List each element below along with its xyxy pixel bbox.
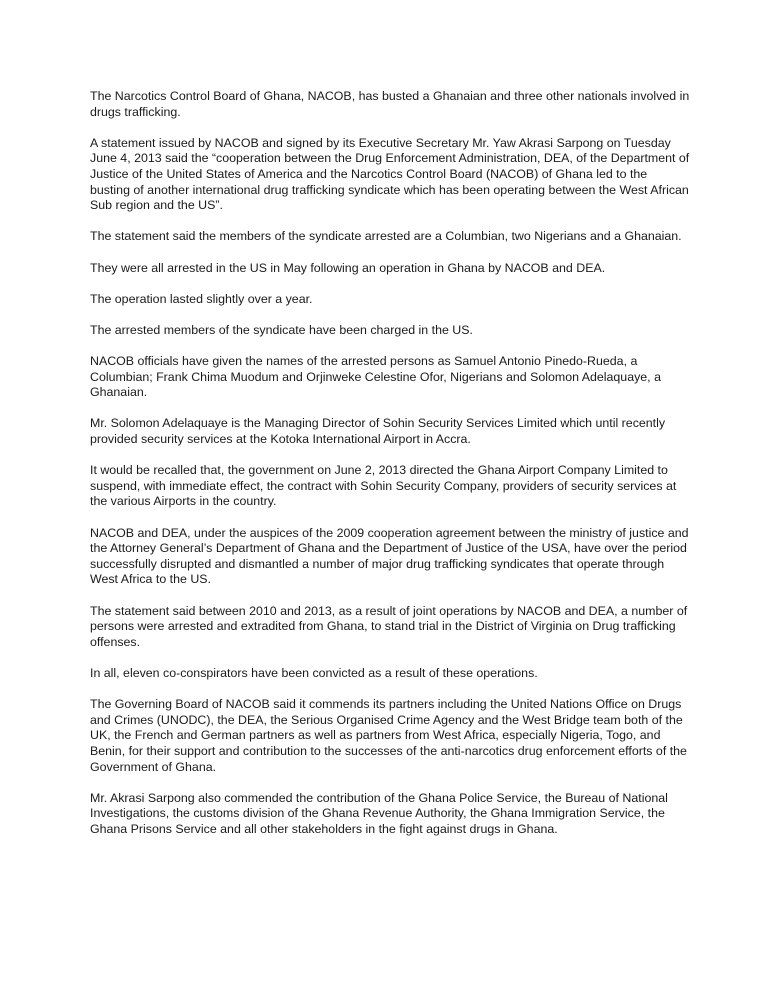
paragraph-14: Mr. Akrasi Sarpong also commended the contribution of the Ghana Police Service, the Bureau of National Investigations, the customs division of the Ghana Revenue Authority, the Ghana Immigration Service, the Ghana Prisons Service and all other stakeholders in the fight against drugs in Ghana. (90, 790, 668, 836)
paragraph-10: NACOB and DEA, under the auspices of the 2009 cooperation agreement between the ministry of justice and the Attorney General’s Department of Ghana and the Department of Justice of the USA, have over the period successfully disrupted and dismantled a number of major drug trafficking syndicates that operate through West Africa to the US. (90, 525, 689, 587)
article-body (90, 89, 690, 853)
paragraph-4: They were all arrested in the US in May following an operation in Ghana by NACOB and DEA. (90, 260, 606, 275)
paragraph-3: The statement said the members of the syndicate arrested are a Columbian, two Nigerians and a Ghanaian. (90, 229, 682, 244)
paragraph-2: A statement issued by NACOB and signed by its Executive Secretary Mr. Yaw Akrasi Sarpong on Tuesday June 4, 2013 said the “cooperation between the Drug Enforcement Administration, DEA, of the Department of Justice of the United States of America and the Narcotics Control Board (NACOB) of Ghana led to the busting of another international drug trafficking syndicate which has been operating between the West African Sub region and the US”. (90, 135, 690, 213)
paragraph-11: The statement said between 2010 and 2013, as a result of joint operations by NACOB and DEA, a number of persons were arrested and extradited from Ghana, to stand trial in the District of Virginia on Drug trafficking offenses. (90, 603, 688, 649)
paragraph-5: The operation lasted slightly over a year. (90, 291, 313, 306)
paragraph-13: The Governing Board of NACOB said it commends its partners including the United Nations Office on Drugs and Crimes (UNODC), the DEA, the Serious Organised Crime Agency and the West Bridge team both of the UK, the French and German partners as well as partners from West Africa, especially Nigeria, Togo, and Benin, for their support and contribution to the successes of the anti-narcotics drug enforcement efforts of the Government of Ghana. (90, 697, 687, 774)
paragraph-9: It would be recalled that, the government on June 2, 2013 directed the Ghana Airport Company Limited to suspend, with immediate effect, the contract with Sohin Security Company, providers of security services at the various Airports in the country. (90, 463, 677, 509)
paragraph-8: Mr. Solomon Adelaquaye is the Managing Director of Sohin Security Services Limited which until recently provided security services at the Kotoka International Airport in Accra. (90, 416, 666, 447)
paragraph-7: NACOB officials have given the names of the arrested persons as Samuel Antonio Pinedo-Rueda, a Columbian; Frank Chima Muodum and Orjinweke Celestine Ofor, Nigerians and Solomon Adelaquaye, a Ghanaian. (90, 354, 661, 400)
paragraph-1: The Narcotics Control Board of Ghana, NACOB, has busted a Ghanaian and three other nationals involved in drugs trafficking. (90, 89, 690, 119)
paragraph-12: In all, eleven co-conspirators have been convicted as a result of these operations. (90, 665, 538, 680)
paragraph-6: The arrested members of the syndicate have been charged in the US. (90, 322, 473, 337)
